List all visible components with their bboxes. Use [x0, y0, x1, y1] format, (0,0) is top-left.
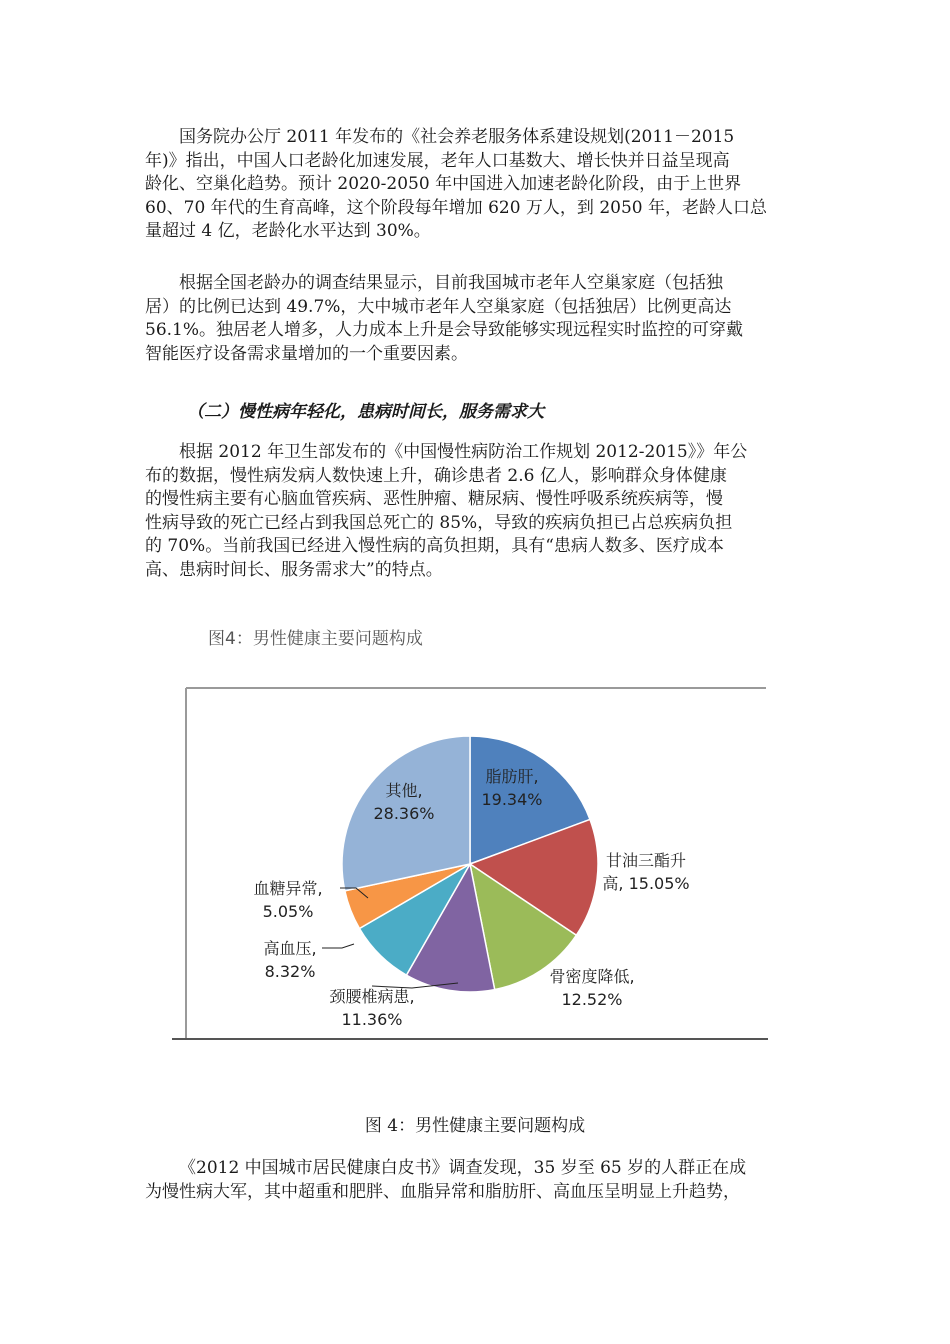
pie-slice-label	[549, 967, 634, 1009]
paragraph-line: 根据全国老龄办的调查结果显示，目前我国城市老年人空巢家庭（包括独	[179, 273, 723, 293]
paragraph-line: 为慢性病大军，其中超重和肥胖、血脂异常和脂肪肝、高血压呈明显上升趋势，	[145, 1181, 740, 1202]
pie-chart-frame	[172, 686, 770, 1046]
pie-slice-label-line: 28.36%	[373, 804, 435, 823]
paragraph-aging	[145, 126, 807, 244]
pie-leader-line	[322, 944, 354, 948]
paragraph-line: 的 70%。当前我国已经进入慢性病的高负担期，具有“患病人数多、医疗成本	[145, 536, 724, 556]
pie-slice-label-line: 高血压,	[263, 939, 317, 958]
paragraph-line: 性病导致的死亡已经占到我国总死亡的 85%，导致的疾病负担已占总疾病负担	[145, 512, 733, 533]
pie-slice-label-line: 19.34%	[481, 790, 543, 809]
pie-slice-label	[329, 987, 414, 1029]
pie-slice-label	[253, 879, 322, 921]
pie-slice-label-line: 5.05%	[262, 902, 314, 921]
paragraph-line: 国务院办公厅 2011 年发布的《社会养老服务体系建设规划(2011－2015	[179, 127, 735, 147]
pie-slice-label-line: 甘油三酯升	[605, 851, 687, 870]
figure-title: 图4：男性健康主要问题构成	[208, 629, 423, 649]
paragraph-line: 居）的比例已达到 49.7%，大中城市老年人空巢家庭（包括独居）比例更高达	[145, 296, 732, 317]
pie-slice-label-line: 颈腰椎病患,	[329, 987, 415, 1006]
pie-slice-label-line: 脂肪肝,	[485, 767, 539, 786]
pie-slice-label-line: 血糖异常,	[253, 879, 323, 898]
pie-slice-label	[263, 939, 316, 981]
pie-slice-label-line: 12.52%	[561, 990, 623, 1009]
paragraph-line: 56.1%。独居老人增多，人力成本上升是会导致能够实现远程实时监控的可穿戴	[145, 320, 744, 340]
paragraph-line: 《2012 中国城市居民健康白皮书》调查发现，35 岁至 65 岁的人群正在成	[179, 1158, 747, 1178]
pie-slice-label-line: 高, 15.05%	[602, 874, 690, 893]
figure-caption: 图 4：男性健康主要问题构成	[364, 1116, 586, 1136]
paragraph-line: 年)》指出，中国人口老龄化加速发展，老年人口基数大、增长快并日益呈现高	[145, 150, 730, 171]
section-heading: （二）慢性病年轻化，患病时间长，服务需求大	[187, 402, 544, 422]
paragraph-line: 智能医疗设备需求量增加的一个重要因素。	[145, 343, 468, 364]
paragraph-line: 布的数据，慢性病发病人数快速上升，确诊患者 2.6 亿人，影响群众身体健康	[145, 465, 727, 486]
paragraph-whitepaper	[145, 1157, 807, 1204]
pie-slice-label-line: 其他,	[385, 781, 423, 800]
paragraph-line: 60、70 年代的生育高峰，这个阶段每年增加 620 万人，到 2050 年，老龄人口总	[145, 197, 767, 218]
pie-slice-label-line: 11.36%	[341, 1010, 403, 1029]
paragraph-line: 高、患病时间长、服务需求大”的特点。	[145, 559, 443, 580]
pie-slice-label	[602, 851, 689, 893]
pie-slice-label-line: 骨密度降低,	[549, 967, 635, 986]
paragraph-line: 龄化、空巢化趋势。预计 2020-2050 年中国进入加速老龄化阶段，由于上世界	[145, 174, 742, 194]
paragraph-empty-nest	[145, 272, 807, 366]
pie-chart	[172, 686, 770, 1046]
paragraph-line: 根据 2012 年卫生部发布的《中国慢性病防治工作规划 2012-2015》》年公	[179, 442, 748, 462]
paragraph-line: 的慢性病主要有心脑血管疾病、恶性肿瘤、糖尿病、慢性呼吸系统疾病等，慢	[145, 489, 723, 509]
paragraph-chronic-disease	[145, 441, 807, 582]
pie-slice-label-line: 8.32%	[264, 962, 316, 981]
paragraph-line: 量超过 4 亿，老龄化水平达到 30%。	[145, 221, 431, 241]
